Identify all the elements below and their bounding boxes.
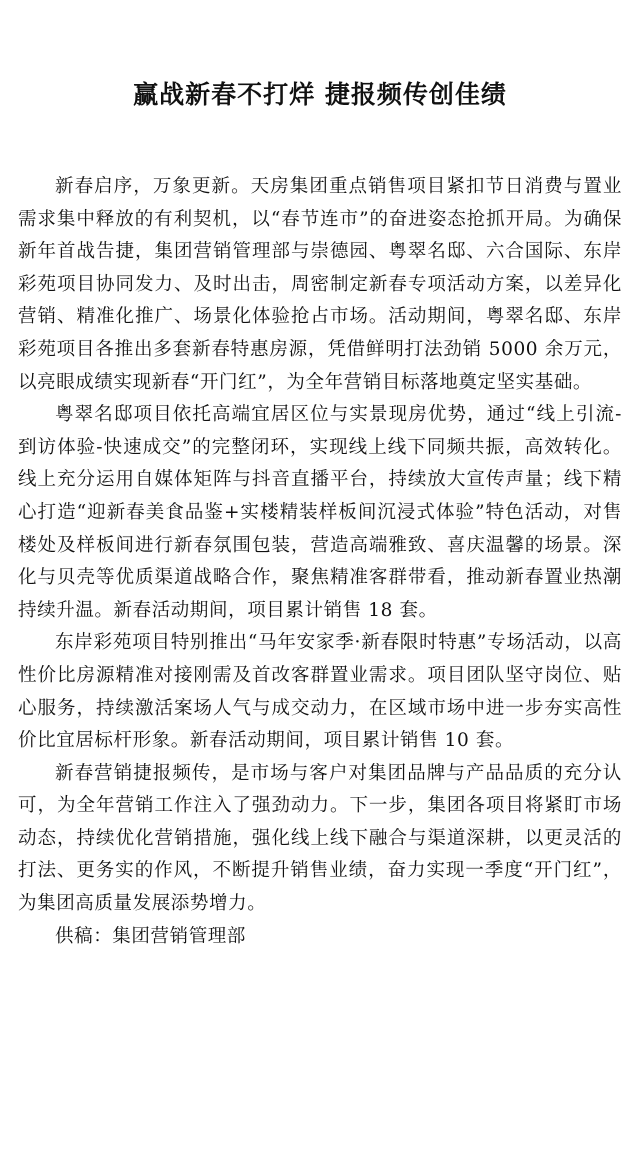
paragraph-intro: 新春启序，万象更新。天房集团重点销售项目紧扣节日消费与置业需求集中释放的有利契机，以“春节连市”的奋进姿态抢抓开局。为确保新年首战告捷，集团营销管理部与崇德园、粤翠名邸、六合国际、东岸彩苑项目协同发力、及时出击，周密制定新春专项活动方案，以差异化营销、精准化推广、场景化体验抢占市场。活动期间，粤翠名邸、东岸彩苑项目各推出多套新春特惠房源，凭借鲜明打法劲销 5000 余万元，以亮眼成绩实现新春“开门红”，为全年营销目标落地奠定坚实基础。 <box>18 176 622 393</box>
article-source: 供稿：集团营销管理部 <box>55 925 247 947</box>
article-title: 赢战新春不打烊 捷报频传创佳绩 <box>133 80 507 109</box>
paragraph-dongan: 东岸彩苑项目特别推出“马年安家季·新春限时特惠”专场活动，以高性价比房源精准对接刚需及首改客群置业需求。项目团队坚守岗位、贴心服务，持续激活案场人气与成交动力，在区域市场中进一步夯实高性价比宜居标杆形象。新春活动期间，项目累计销售 10 套。 <box>18 632 622 752</box>
article-body <box>18 171 622 953</box>
paragraph-yuecui: 粤翠名邸项目依托高端宜居区位与实景现房优势，通过“线上引流-到访体验-快速成交”的完整闭环，实现线上线下同频共振，高效转化。线上充分运用自媒体矩阵与抖音直播平台，持续放大宣传声量；线下精心打造“迎新春美食品鉴+实楼精装样板间沉浸式体验”特色活动，对售楼处及样板间进行新春氛围包装，营造高端雅致、喜庆温馨的场景。深化与贝壳等优质渠道战略合作，聚焦精准客群带看，推动新春置业热潮持续升温。新春活动期间，项目累计销售 18 套。 <box>18 404 622 621</box>
paragraph-conclusion: 新春营销捷报频传，是市场与客户对集团品牌与产品品质的充分认可，为全年营销工作注入了强劲动力。下一步，集团各项目将紧盯市场动态，持续优化营销措施，强化线上线下融合与渠道深耕，以更灵活的打法、更务实的作风，不断提升销售业绩，奋力实现一季度“开门红”，为集团高质量发展添势增力。 <box>18 762 622 915</box>
